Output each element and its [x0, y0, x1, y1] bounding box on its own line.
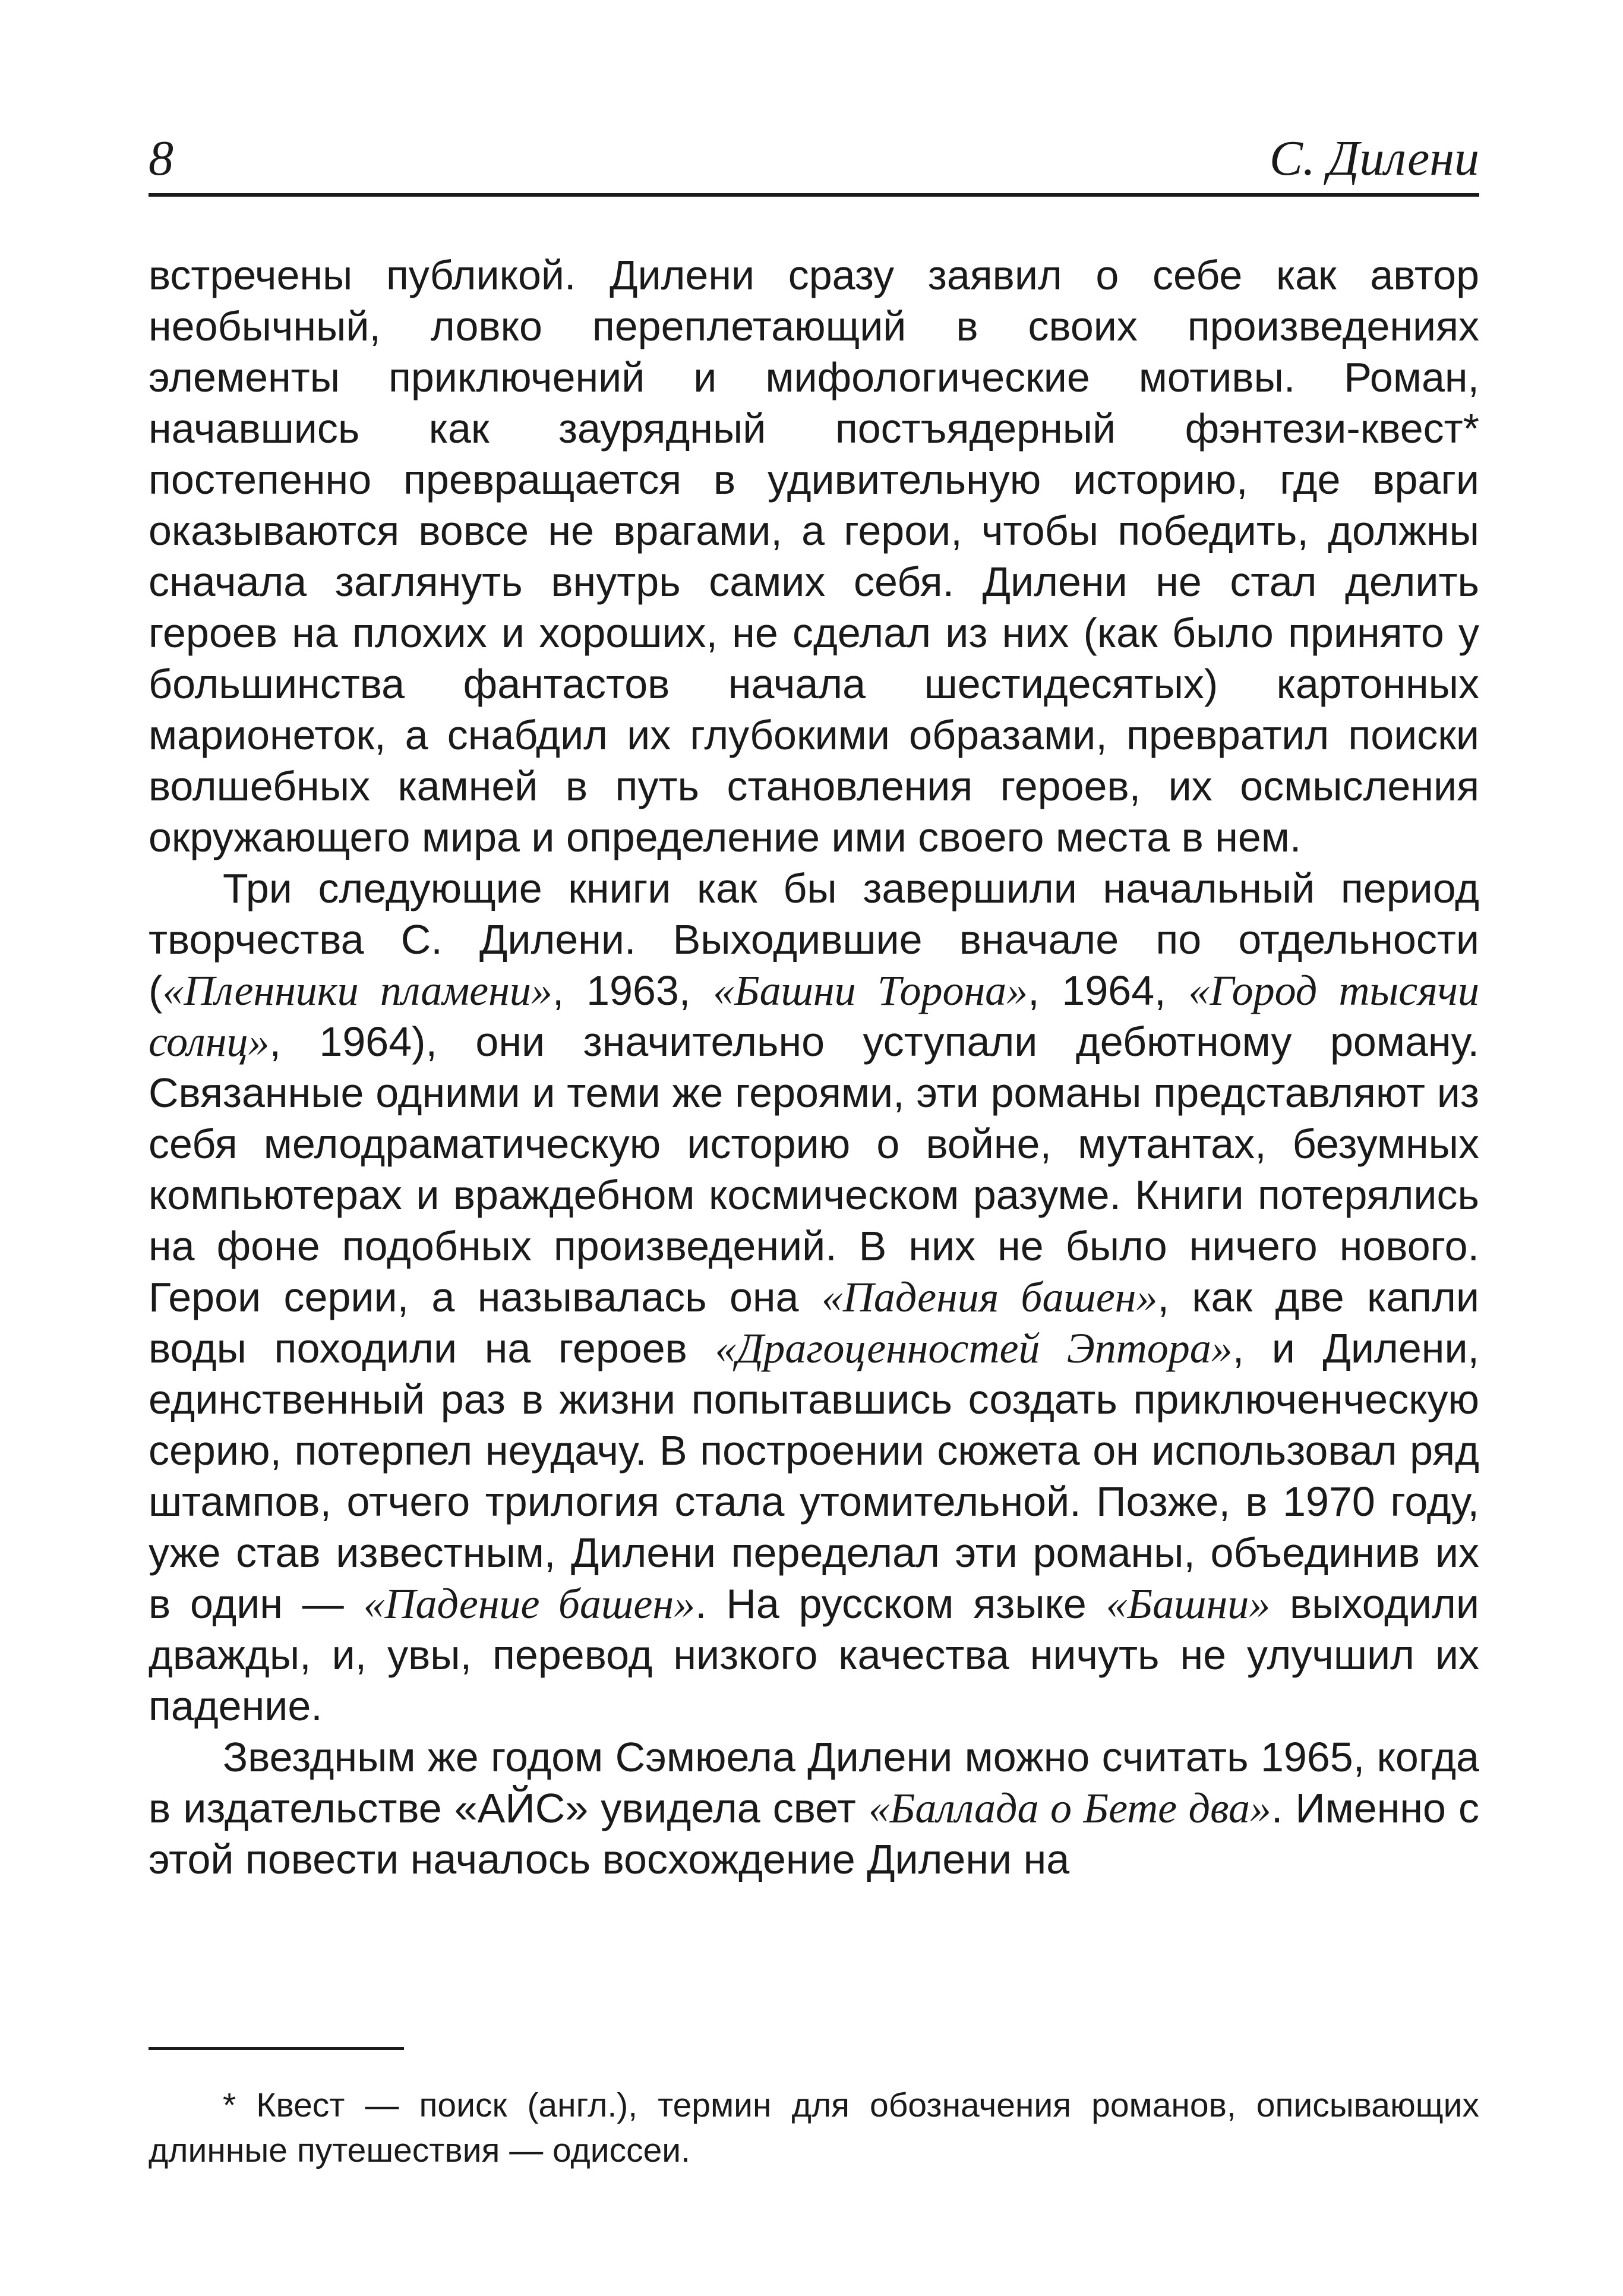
- paragraph-2-text: . На русском языке: [695, 1581, 1106, 1627]
- book-title: «Баллада о Бете два»: [868, 1784, 1271, 1832]
- book-title: «Город тысячи солнц»: [149, 967, 1480, 1065]
- page-number: 8: [149, 131, 173, 186]
- book-title: «Башни»: [1106, 1580, 1271, 1628]
- running-head: [149, 128, 1479, 197]
- footnote-text: Квест — поиск (англ.), термин для обозначения романов, описывающих длинные путешествия — одиссеи.: [149, 2086, 1479, 2169]
- footnote: [149, 2083, 1479, 2173]
- paragraph-3: [149, 1732, 1479, 1885]
- paragraph-2-text: , и Дилени, единственный раз в жизни попытавшись создать приключенческую серию, потерпел неудачу. В построении сюжета он использовал ряд штампов, отчего трилогия стала утомительной. Позже, в 1970 году, уже став известным, Дилени переделал эти романы, объединив их в один —: [149, 1325, 1480, 1627]
- paragraph-1-text: встречены публикой. Дилени сразу заявил о себе как автор необычный, ловко переплетающий в своих произведениях элементы приключений и мифологические мотивы. Роман, начавшись как заурядный постъядерный фэнтези-квест: [149, 252, 1479, 452]
- paragraph-2-text: , 1964,: [1028, 967, 1189, 1014]
- paragraph-2-text: Три следующие книги как бы завершили начальный период творчества С. Дилени. Выходившие вначале по отдельности (: [149, 865, 1479, 1014]
- paragraph-2-text: , как две капли воды походили на героев: [149, 1274, 1480, 1371]
- book-title: «Пленники пламени»: [162, 967, 552, 1014]
- book-page: [149, 0, 1479, 2296]
- paragraph-2-text: , 1964), они значительно уступали дебютному роману. Связанные одними и теми же героями, эти романы представляют из себя мелодраматическую историю о войне, мутантах, безумных компьютерах и враждебном космическом разуме. Книги потерялись на фоне подобных произведений. В них не было ничего нового. Герои серии, а называлась она: [149, 1018, 1479, 1320]
- book-title: «Падение башен»: [363, 1580, 696, 1628]
- book-title: «Драгоценностей Эптора»: [715, 1324, 1233, 1372]
- book-title: «Башни Торона»: [713, 967, 1028, 1014]
- paragraph-1-text-continued: постепенно превращается в удивительную историю, где враги оказываются вовсе не врагами, а герои, чтобы победить, должны сначала заглянуть внутрь самих себя. Дилени не стал делить героев на плохих и хороших, не сделал из них (как было принято у большинства фантастов начала шестидесятых) картонных марионеток, а снабдил их глубокими образами, превратил поиски волшебных камней в путь становления героев, их осмысления окружающего мира и определение ими своего места в нем.: [149, 456, 1479, 860]
- paragraph-2-text: , 1963,: [552, 967, 713, 1014]
- paragraph-2-text: выходили дважды, и, увы, перевод низкого качества ничуть не улучшил их падение.: [149, 1581, 1479, 1729]
- paragraph-3-text: Звездным же годом Сэмюела Дилени можно считать 1965, когда в издательстве «АЙС» увидела свет: [149, 1734, 1479, 1831]
- series-title: «Падения башен»: [821, 1273, 1158, 1321]
- running-head-author: С. Дилени: [1269, 131, 1479, 186]
- body-text: [149, 250, 1479, 1885]
- paragraph-2: [149, 863, 1479, 1732]
- paragraph-1: [149, 250, 1479, 863]
- footnote-mark: *: [223, 2086, 236, 2124]
- footnote-divider: [149, 2047, 404, 2050]
- footnote-reference-mark: *: [1463, 405, 1479, 452]
- paragraph-3-text: . Именно с этой повести началось восхождение Дилени на: [149, 1785, 1479, 1882]
